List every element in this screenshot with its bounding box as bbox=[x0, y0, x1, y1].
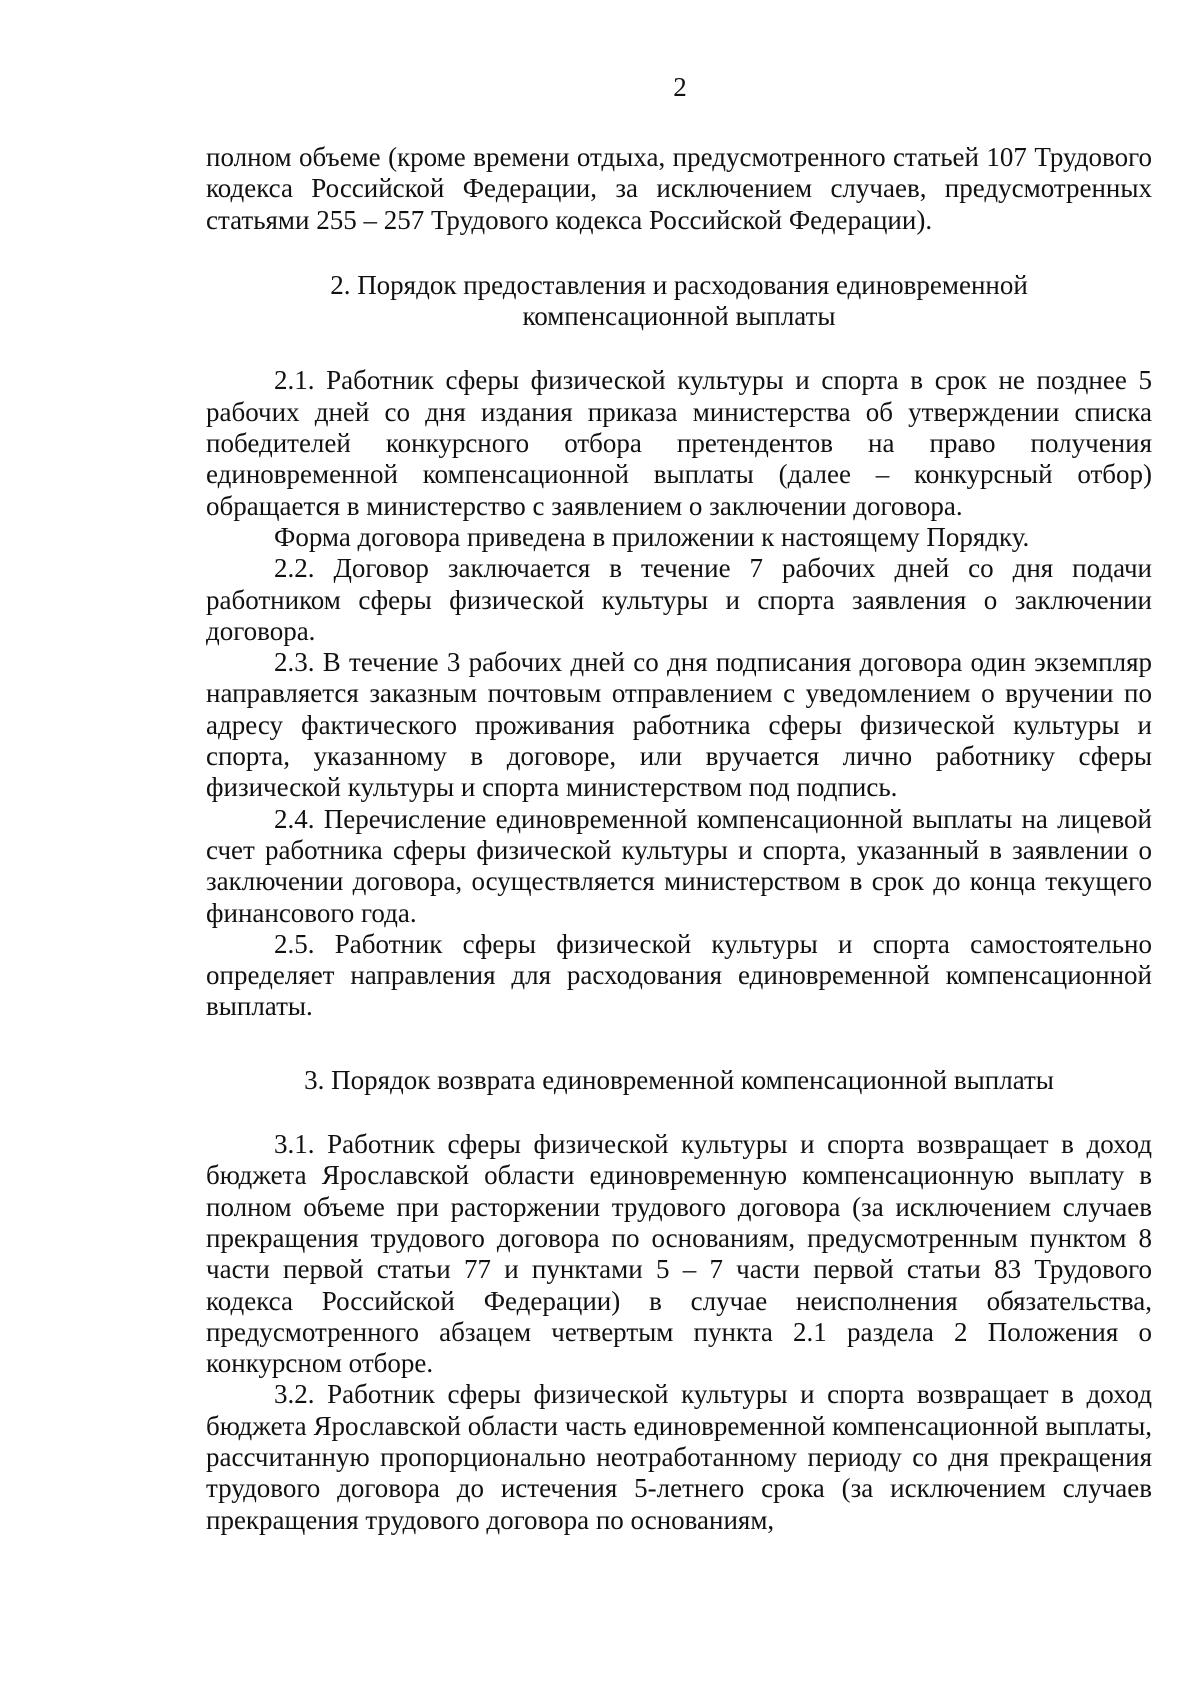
paragraph-2-1: 2.1. Работник сферы физической культуры и спорта в срок не позднее 5 рабочих дней со дня издания приказа министерства об утверждении списка победителей конкурсного отбора претендентов на право получения единовременной компенсационной выплаты (далее – конкурсный отбор) обращается в министерство с заявлением о заключении договора. bbox=[206, 365, 1152, 521]
section-3-heading: 3. Порядок возврата единовременной компенсационной выплаты bbox=[304, 1064, 1054, 1095]
paragraph-2-5: 2.5. Работник сферы физической культуры и спорта самостоятельно определяет направления для расходования единовременной компенсационной выплаты. bbox=[206, 928, 1152, 1022]
paragraph-3-2: 3.2. Работник сферы физической культуры и спорта возвращает в доход бюджета Ярославской области часть единовременной компенсационной выплаты, рассчитанную пропорционально неотработанному периоду со дня прекращения трудового договора до истечения 5-летнего срока (за исключением случаев прекращения трудового договора по основаниям, bbox=[206, 1379, 1152, 1535]
paragraph-2-4: 2.4. Перечисление единовременной компенсационной выплаты на лицевой счет работника сферы физической культуры и спорта, указанный в заявлении о заключении договора, осуществляется министерством в срок до конца текущего финансового года. bbox=[206, 803, 1152, 928]
paragraph-2-2: 2.2. Договор заключается в течение 7 рабочих дней со дня подачи работником сферы физической культуры и спорта заявления о заключении договора. bbox=[206, 553, 1152, 646]
document-body bbox=[206, 142, 1152, 1536]
paragraph-2-3: 2.3. В течение 3 рабочих дней со дня подписания договора один экземпляр направляется заказным почтовым отправлением с уведомлением о вручении по адресу фактического проживания работника сферы физической культуры и спорта, указанному в договоре, или вручается лично работнику сферы физической культуры и спорта министерством под подпись. bbox=[206, 647, 1152, 803]
paragraph-contract-form: Форма договора приведена в приложении к настоящему Порядку. bbox=[274, 521, 1030, 552]
section-2-heading-line-1: 2. Порядок предоставления и расходования единовременной bbox=[330, 269, 1028, 300]
paragraph-3-1: 3.1. Работник сферы физической культуры и спорта возвращает в доход бюджета Ярославской области единовременную компенсационную выплату в полном объеме при расторжении трудового договора (за исключением случаев прекращения трудового договора по основаниям, предусмотренным пунктом 8 части первой статьи 77 и пунктами 5 – 7 части первой статьи 83 Трудового кодекса Российской Федерации) в случае неисполнения обязательства, предусмотренного абзацем четвертым пункта 2.1 раздела 2 Положения о конкурсном отборе. bbox=[206, 1129, 1152, 1379]
intro-paragraph: полном объеме (кроме времени отдыха, предусмотренного статьей 107 Трудового кодекса Российской Федерации, за исключением случаев, предусмотренных статьями 255 – 257 Трудового кодекса Российской Федерации). bbox=[206, 142, 1152, 235]
section-2-heading-line-2: компенсационной выплаты bbox=[522, 301, 836, 332]
section-3-heading-block bbox=[206, 1065, 1152, 1096]
page-number: 2 bbox=[673, 72, 687, 102]
section-2-heading bbox=[206, 270, 1152, 333]
